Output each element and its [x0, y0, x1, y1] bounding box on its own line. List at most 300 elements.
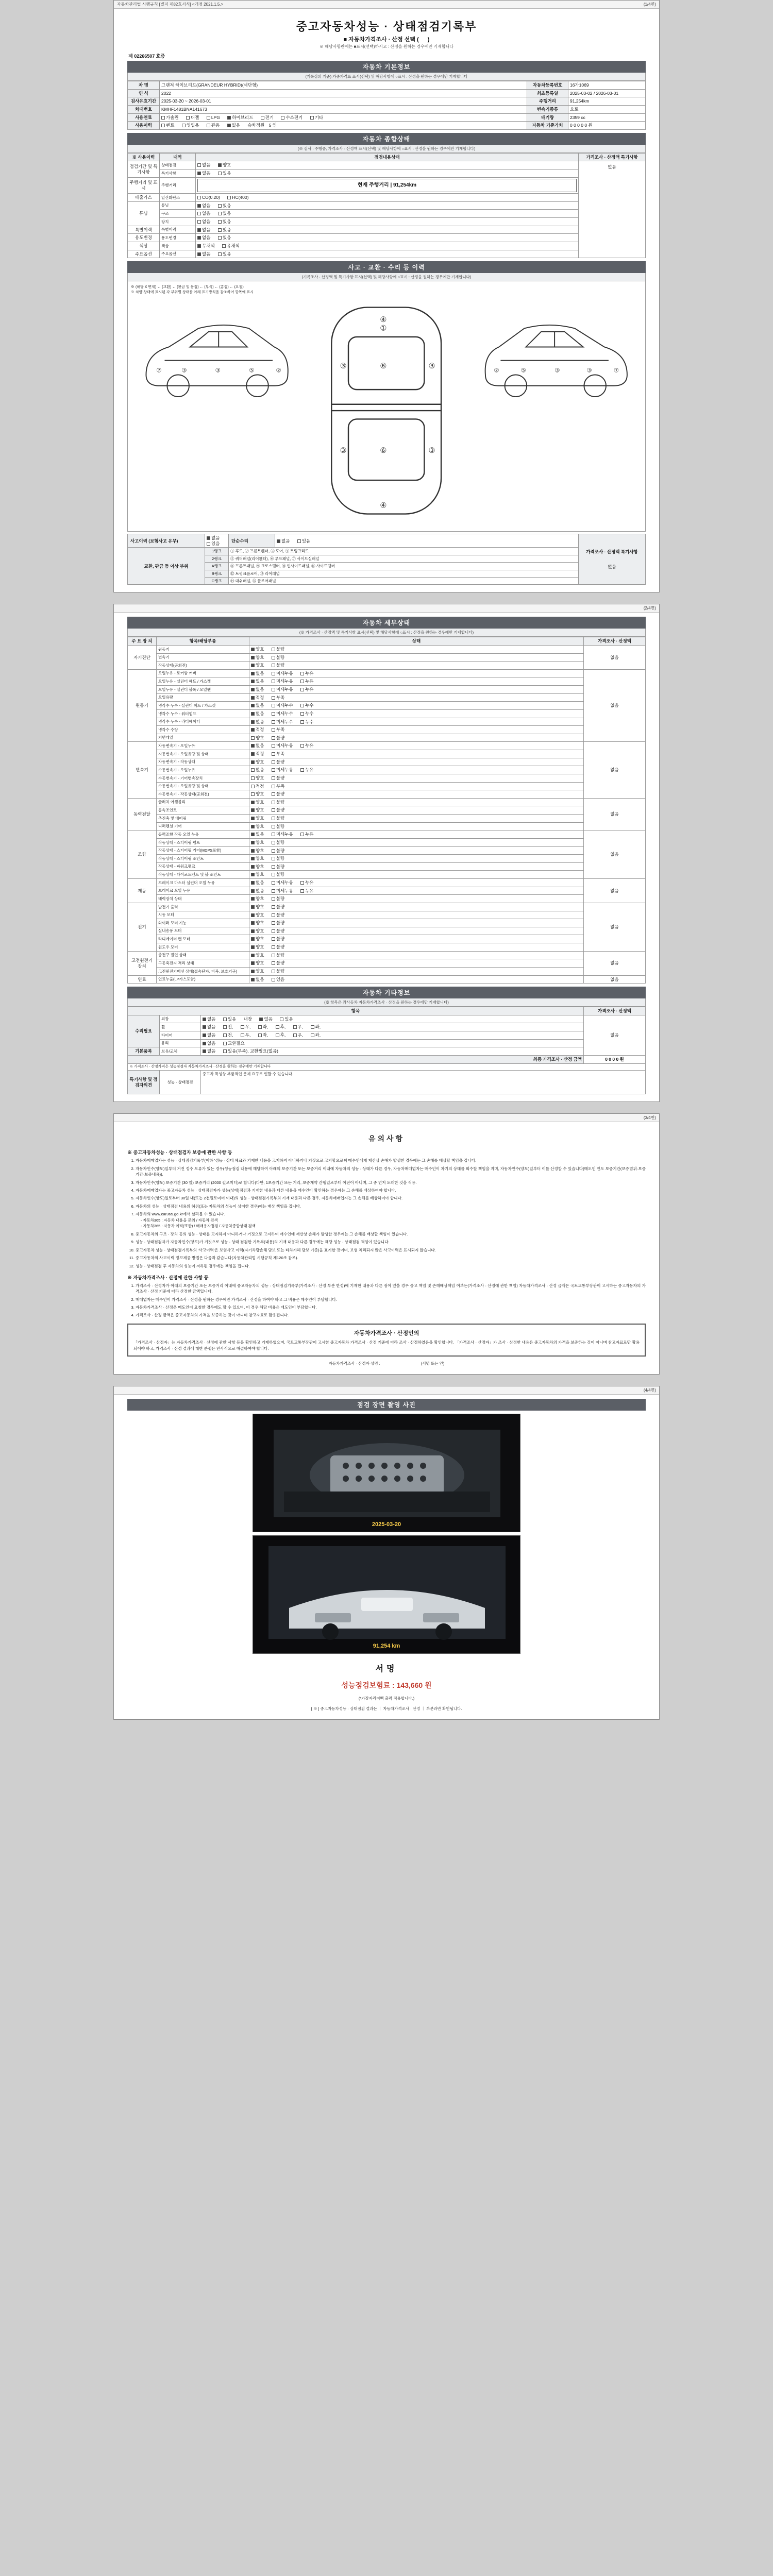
cb-opt[interactable]: 양호: [251, 944, 267, 950]
cb-opt[interactable]: 부족: [272, 727, 288, 733]
cb-opt[interactable]: 양호: [251, 791, 267, 797]
detail-item-2-4: 수동변속기 - 기어변속장치: [157, 774, 249, 782]
cb-opt[interactable]: 양호: [218, 162, 234, 168]
svg-text:⑥: ⑥: [380, 362, 387, 371]
cb-opt[interactable]: 불량: [272, 904, 288, 910]
row-label-base-value: 자동차 기준가치: [527, 122, 568, 130]
cb-opt[interactable]: 좌,: [311, 1032, 324, 1038]
cb-opt[interactable]: 미세누수: [272, 703, 296, 708]
cb-opt[interactable]: 적정: [251, 784, 267, 789]
rank-label-3: B랭크: [205, 570, 229, 577]
cb-opt[interactable]: 누수: [300, 719, 316, 725]
cb-opt[interactable]: 양호: [251, 824, 267, 829]
cb-opt[interactable]: 미세누유: [272, 888, 296, 894]
cb-opt[interactable]: 없음: [259, 1016, 275, 1022]
cb-opt[interactable]: 불량: [272, 912, 288, 918]
cb-opt[interactable]: 있음: [272, 977, 288, 982]
fuel-opt-5[interactable]: 수소전기: [281, 115, 306, 121]
cb-opt[interactable]: 불량: [272, 936, 288, 942]
table-row: [128, 718, 646, 726]
row-label-car-name: 차 명: [128, 81, 160, 90]
cb-opt[interactable]: 양호: [251, 807, 267, 813]
section-other-title: 자동차 기타정보: [127, 987, 646, 998]
cond-opts-4-0: [196, 226, 579, 234]
cb-opt[interactable]: 미세누유: [272, 679, 296, 684]
inspection-photo-2: [253, 1535, 520, 1654]
cb-opt[interactable]: 없음: [251, 888, 267, 894]
cb-opt[interactable]: 없음: [197, 162, 213, 168]
cond-price-col: 없음: [579, 161, 646, 258]
cb-opt[interactable]: 양호: [251, 816, 267, 821]
cb-opt[interactable]: 없음: [197, 203, 213, 209]
use-opt-3[interactable]: 없음: [227, 123, 243, 128]
detail-item-1-2: 오일누유 - 실린더 블록 / 오일팬: [157, 686, 249, 694]
detail-group-8: 연료: [128, 975, 157, 984]
cb-opt[interactable]: 있음: [218, 219, 234, 225]
cb-opt[interactable]: 미세누유: [272, 880, 296, 886]
detail-item-2-5: 수동변속기 - 오일유량 및 상태: [157, 782, 249, 790]
accident-label-0: 사고이력 (보험사고 유무): [128, 534, 205, 548]
cb-opt[interactable]: 있음: [223, 1016, 239, 1022]
detail-item-4-5: 작동상태 - 타이로드엔드 및 볼 조인트: [157, 871, 249, 879]
cb-opt[interactable]: 없음: [207, 535, 223, 541]
cb-opt[interactable]: 양호: [251, 655, 267, 660]
rank-label-0: 1랭크: [205, 548, 229, 555]
svg-text:③: ③: [586, 367, 592, 374]
remark-sub-label: 성능 · 상태점검: [160, 1071, 201, 1094]
seat-capacity: 승차정원 5 인: [247, 123, 277, 128]
cb-opt[interactable]: 불량: [272, 647, 288, 652]
table-row: [128, 662, 646, 670]
cb-opt[interactable]: 미세누유: [272, 767, 296, 773]
cb-opt[interactable]: 양호: [251, 960, 267, 966]
table-row: [128, 177, 646, 194]
cb-opt[interactable]: 좌,: [258, 1032, 272, 1038]
cb-opt[interactable]: 있음: [207, 541, 223, 547]
cb-opt[interactable]: 후,: [276, 1032, 289, 1038]
cond-opts-3-2: [196, 218, 579, 226]
table-row: [128, 887, 646, 895]
fuel-opt-1[interactable]: 디젤: [186, 115, 202, 121]
table-row: [128, 226, 646, 234]
detail-item-1-5: 냉각수 누수 - 워터펌프: [157, 709, 249, 718]
detail-group-4: 조향: [128, 831, 157, 879]
cb-opt[interactable]: 없음: [203, 1048, 219, 1054]
detail-opts-7-0: [249, 951, 584, 959]
cb-opt[interactable]: 불량: [272, 816, 288, 821]
table-row: [128, 1047, 646, 1056]
svg-text:⑦: ⑦: [613, 367, 619, 374]
cond-group-1: 주행거리 및 표시: [128, 177, 160, 194]
cb-opt[interactable]: 있음: [297, 538, 313, 544]
svg-text:④: ④: [380, 501, 387, 510]
cb-opt[interactable]: 없음: [203, 1041, 219, 1046]
cb-opt[interactable]: 불량: [272, 800, 288, 805]
spacer-left: [117, 1387, 118, 1393]
detail-opts-4-0: [249, 831, 584, 839]
col-detail: 내역: [160, 153, 196, 161]
pledge-box: [127, 1324, 646, 1357]
cb-opt[interactable]: 없음: [203, 1032, 219, 1038]
cb-opt[interactable]: 없음: [251, 687, 267, 692]
cb-opt[interactable]: 있음: [218, 203, 234, 209]
table-row: [128, 548, 646, 555]
cb-opt[interactable]: CO(0.20): [197, 195, 223, 200]
cb-opt[interactable]: 불량: [272, 655, 288, 660]
cb-opt[interactable]: 무채색: [197, 243, 218, 249]
cb-opt[interactable]: 없음: [251, 880, 267, 886]
cb-opt[interactable]: 양호: [251, 920, 267, 926]
rank-label-4: C랭크: [205, 577, 229, 584]
accident-history-table: [127, 534, 646, 585]
cb-opt[interactable]: 불량: [272, 791, 288, 797]
detail-opts-3-3: [249, 822, 584, 831]
detail-item-1-7: 냉각수 수량: [157, 726, 249, 734]
cb-opt[interactable]: 적정: [251, 695, 267, 701]
detail-opts-1-5: [249, 709, 584, 718]
cb-opt[interactable]: 없음: [251, 832, 267, 837]
photo-1-caption: 2025-03-20: [372, 1521, 401, 1528]
rank-text-2: ⑧ 프론트패널, ⑨ 크로스멤버, ⑩ 인사이드패널, ⑪ 사이드멤버: [229, 563, 579, 570]
table-header-row: [128, 637, 646, 646]
page-1-top-note: [114, 1, 659, 9]
cb-opt[interactable]: 누유: [300, 880, 316, 886]
cb-opt[interactable]: 불량: [272, 663, 288, 668]
detail-opts-0-0: [249, 645, 584, 653]
cb-opt[interactable]: 누유: [300, 832, 316, 837]
cb-opt[interactable]: 불량: [272, 759, 288, 765]
doc-number-label: 제 02266507: [128, 54, 155, 59]
col-detail-price: 가격조사 · 산정액: [584, 637, 646, 646]
cb-opt[interactable]: 불량: [272, 775, 288, 781]
cb-opt[interactable]: 불량: [272, 735, 288, 741]
cond-item-0-0: 상태점검: [160, 161, 196, 170]
cb-opt[interactable]: 적정: [251, 751, 267, 757]
detail-item-2-3: 수동변속기 - 오일누유: [157, 766, 249, 774]
cb-opt[interactable]: 누유: [300, 743, 316, 749]
row-value-car-name: 그랜져 하이브리드(GRANDEUR HYBRID)(세단형): [160, 81, 527, 90]
detail-item-7-0: 충전구 절연 상태: [157, 951, 249, 959]
row-value-displacement: 2359 cc: [568, 113, 646, 122]
cb-opt[interactable]: 있음: [218, 227, 234, 233]
basic-info-table: [127, 81, 646, 130]
cb-opt[interactable]: 후,: [276, 1024, 289, 1030]
cb-opt[interactable]: 양호: [251, 872, 267, 877]
cb-opt[interactable]: 없음: [197, 219, 213, 225]
cb-opt[interactable]: 미세누유: [272, 743, 296, 749]
detail-item-6-2: 와이퍼 모터 기능: [157, 919, 249, 927]
table-row: [128, 686, 646, 694]
table-row: [128, 570, 646, 577]
cb-opt[interactable]: 누유: [300, 687, 316, 692]
cb-opt[interactable]: 불량: [272, 953, 288, 958]
spacer-left: [117, 1115, 118, 1121]
cb-opt[interactable]: 불량: [272, 960, 288, 966]
cb-opt[interactable]: 양호: [251, 775, 267, 781]
row-value-use-history: [160, 122, 527, 130]
form-reference: 자동차관리법 시행규칙 [별지 제82호서식] <개정 2021.1.5.>: [117, 2, 224, 7]
detail-item-0-0: 원동기: [157, 645, 249, 653]
svg-text:③: ③: [215, 367, 221, 374]
table-row: [128, 750, 646, 758]
table-row: [128, 879, 646, 887]
cb-opt[interactable]: 양호: [251, 840, 267, 845]
inspection-fee: 성능점검보험료 : 143,660 원: [341, 1681, 432, 1690]
cb-opt[interactable]: 없음: [251, 719, 267, 725]
cb-opt[interactable]: 없음: [203, 1024, 219, 1030]
detail-item-1-4: 냉각수 누수 - 실린더 헤드 / 가스켓: [157, 702, 249, 710]
table-row: [128, 1063, 646, 1071]
cb-opt[interactable]: 불량: [272, 896, 288, 902]
detail-opts-6-4: [249, 935, 584, 943]
table-row: [128, 1031, 646, 1040]
cb-opt[interactable]: 불량: [272, 856, 288, 861]
table-row: [128, 218, 646, 226]
cb-opt[interactable]: 전,: [223, 1032, 237, 1038]
cb-opt[interactable]: 불량: [272, 840, 288, 845]
page-2: [113, 604, 660, 1102]
detail-item-3-0: 클러치 어셈블리: [157, 798, 249, 806]
cb-opt[interactable]: 미세누수: [272, 711, 296, 717]
cb-opt[interactable]: 불량: [272, 848, 288, 854]
table-row: [128, 242, 646, 250]
svg-text:③: ③: [428, 362, 435, 371]
fuel-opt-0[interactable]: 가솔린: [161, 115, 182, 121]
cb-opt[interactable]: 불량: [272, 944, 288, 950]
cb-opt[interactable]: 없음: [251, 711, 267, 717]
list-item: 4. 자동차매매업자는 중고자동차 성능 · 상태점검자가 성능(상태)점검과 기재한 내용과 다른 내용을 매수인이 확인하는 경우에는 그 손해를 배상하여야 합니다.: [136, 1188, 646, 1193]
cb-opt[interactable]: 없음: [197, 171, 213, 176]
detail-item-5-2: 배력장치 상태: [157, 895, 249, 903]
cb-opt[interactable]: 양호: [251, 928, 267, 934]
cb-opt[interactable]: 양호: [251, 848, 267, 854]
row-label-inspection: 검사유효기간: [128, 97, 160, 106]
car-top-view-icon: [302, 295, 470, 527]
list-item: 8. 중고자동차의 구조 · 장치 등의 성능 · 상태를 고지하지 아니하거나 거짓으로 고지하여 매수인에 재산상 손해가 발생한 경우에는 그 손해를 배상할 책임이 있습니다.: [136, 1231, 646, 1237]
table-row: [128, 911, 646, 919]
detail-item-1-8: 커먼레일: [157, 734, 249, 742]
row-value-inspection: 2025-03-20 ~ 2026-03-01: [160, 97, 527, 106]
cb-opt[interactable]: 없음: [277, 538, 293, 544]
detail-group-7: 고전원전기장치: [128, 951, 157, 975]
other-item-basic: 보유/교체: [160, 1047, 201, 1056]
cb-opt[interactable]: 양호: [251, 904, 267, 910]
cond-item-3-0: 튜닝: [160, 201, 196, 210]
section-accident-title: 사고 · 교환 · 수리 등 이력: [127, 261, 646, 273]
cb-opt[interactable]: 양호: [251, 663, 267, 668]
other-opts-glass: [201, 1039, 584, 1047]
cb-opt[interactable]: 없음: [251, 679, 267, 684]
cond-group-5: 용도변경: [128, 234, 160, 242]
svg-text:⑦: ⑦: [156, 367, 162, 374]
list-item: [136, 1211, 646, 1229]
cb-opt[interactable]: 불량: [272, 824, 288, 829]
cond-item-0-1: 특기사항: [160, 170, 196, 178]
table-row: [128, 1039, 646, 1047]
use-opt-1[interactable]: 영업용: [182, 123, 203, 128]
fuel-opt-3[interactable]: 하이브리드: [227, 115, 256, 121]
detail-opts-2-6: [249, 790, 584, 799]
row-label-vin: 차대번호: [128, 105, 160, 113]
cb-opt[interactable]: 있음: [218, 171, 234, 176]
cond-group-0: 점검기간 및 특기사항: [128, 161, 160, 177]
cb-opt[interactable]: 유채색: [222, 243, 243, 249]
page-mark-1: (1/4면): [643, 2, 656, 7]
cb-opt[interactable]: 불량: [272, 807, 288, 813]
cb-opt[interactable]: 불량: [272, 928, 288, 934]
other-opts-tire: [201, 1031, 584, 1040]
cb-opt[interactable]: 양호: [251, 969, 267, 974]
cb-opt[interactable]: 없음: [251, 703, 267, 708]
cb-opt[interactable]: 교환필요: [223, 1041, 248, 1046]
mileage-cell: [196, 177, 579, 194]
table-row: [128, 194, 646, 202]
cb-opt[interactable]: 미세누유: [272, 671, 296, 676]
list-item: 6. 자동차의 성능 · 상태점검 내용의 허위(또는 자동차의 성능이 상이한 경우)에는 배상 책임을 집니다.: [136, 1204, 646, 1209]
cb-opt[interactable]: 부족: [272, 695, 288, 701]
list-item: 5. 자동차인수(양도)일로부터 30일 내(또는 2천킬로미터 이내)의 성능 · 상태점검기록부의 기재 내용과 다른 경우, 자동차매매업자는 그 손해를 배상하여야 합니다.: [136, 1195, 646, 1201]
cb-opt[interactable]: 없음: [203, 1016, 219, 1022]
cb-opt[interactable]: 없음: [197, 211, 213, 216]
cb-opt[interactable]: 부족: [272, 751, 288, 757]
row-value-plate: 16가1069: [568, 81, 646, 90]
use-opt-0[interactable]: 렌트: [161, 123, 177, 128]
col-main-device: 주 요 장 치: [128, 637, 157, 646]
cb-opt[interactable]: 부족: [272, 784, 288, 789]
detail-opts-1-6: [249, 718, 584, 726]
other-price: 없음: [584, 1015, 646, 1055]
cb-opt[interactable]: 있음(부족), 교환필요(없음): [223, 1048, 281, 1054]
cb-opt[interactable]: 우,: [293, 1032, 307, 1038]
cond-group-3: 튜닝: [128, 201, 160, 226]
cb-opt[interactable]: 있음: [218, 235, 234, 241]
cond-group-2: 배출가스: [128, 194, 160, 202]
page-4-footer-1: (*가장자리여백 출력 적용합니다.): [358, 1696, 415, 1701]
diagram-legend-1: ※ (해당 X 면제) ← (교환) ← (판금 및 용접) ← (부식) ← (흠집) ← (요철): [131, 285, 244, 290]
section-basic-title: 자동차 기본정보: [127, 61, 646, 73]
cb-opt[interactable]: 없음: [251, 977, 267, 982]
cb-opt[interactable]: 없음: [197, 235, 213, 241]
detail-item-8-0: 연료누출(LP가스포함): [157, 975, 249, 984]
cb-opt[interactable]: 있음: [218, 211, 234, 216]
cb-opt[interactable]: 누유: [300, 671, 316, 676]
rank-text-4: ⑭ 대쉬패널, ⑮ 플로어패널: [229, 577, 579, 584]
detail-item-4-0: 동력조향 작동 오일 누유: [157, 831, 249, 839]
other-opts-basic: [201, 1047, 584, 1056]
cb-opt[interactable]: 좌,: [258, 1024, 272, 1030]
car-diagram-left: [131, 295, 299, 423]
cond-item-7-0: 주요옵션: [160, 250, 196, 258]
cb-opt[interactable]: 양호: [251, 953, 267, 958]
cb-opt[interactable]: 양호: [251, 936, 267, 942]
table-row: [128, 122, 646, 130]
cb-opt[interactable]: 우,: [293, 1024, 307, 1030]
table-row: [128, 105, 646, 113]
total-note: ※ 가격조사 · 산정가격은 성능점검자 자동차가격조사 · 산정을 원하는 경우에만 기재합니다: [128, 1063, 646, 1071]
cb-opt[interactable]: 없음: [197, 251, 213, 257]
cb-opt[interactable]: 양호: [251, 735, 267, 741]
cond-opts-5-0: [196, 234, 579, 242]
cb-opt[interactable]: 우,: [241, 1032, 254, 1038]
detail-opts-6-2: [249, 919, 584, 927]
cb-opt[interactable]: 있음: [218, 251, 234, 257]
cb-opt[interactable]: 불량: [272, 920, 288, 926]
detail-item-6-3: 실내송풍 모터: [157, 927, 249, 935]
cb-opt[interactable]: HC(400): [227, 195, 251, 200]
table-row: [128, 871, 646, 879]
cb-opt[interactable]: 양호: [251, 896, 267, 902]
detail-opts-3-2: [249, 815, 584, 823]
cb-opt[interactable]: 양호: [251, 800, 267, 805]
cb-opt[interactable]: 미세누유: [272, 687, 296, 692]
other-item-wheel: 휠: [160, 1023, 201, 1031]
cb-opt[interactable]: 좌,: [311, 1024, 324, 1030]
cb-opt[interactable]: 양호: [251, 856, 267, 861]
table-row: [128, 234, 646, 242]
detail-item-3-3: 디퍼렌셜 기어: [157, 822, 249, 831]
svg-text:②: ②: [493, 367, 499, 374]
cb-opt[interactable]: 없음: [197, 227, 213, 233]
cb-opt[interactable]: 미세누유: [272, 832, 296, 837]
cond-opts-0-1: [196, 170, 579, 178]
cb-opt[interactable]: 양호: [251, 864, 267, 870]
page-3-top-note: [114, 1114, 659, 1122]
fuel-opt-2[interactable]: LPG: [207, 115, 223, 121]
cb-opt[interactable]: 미세누수: [272, 719, 296, 725]
list-item: 11. 중고자동차의 사고이력 정보제공 방법은 다음과 같습니다(자동차관리법 시행규칙 제120조 참조).: [136, 1255, 646, 1261]
cb-opt[interactable]: 양호: [251, 912, 267, 918]
cb-opt[interactable]: 전,: [223, 1024, 237, 1030]
cb-opt[interactable]: 누유: [300, 679, 316, 684]
cb-opt[interactable]: 없음: [251, 767, 267, 773]
cb-opt[interactable]: 양호: [251, 647, 267, 652]
cb-opt[interactable]: 불량: [272, 864, 288, 870]
fuel-opt-4[interactable]: 전기: [261, 115, 277, 121]
cb-opt[interactable]: 불량: [272, 969, 288, 974]
cb-opt[interactable]: 누유: [300, 888, 316, 894]
cb-opt[interactable]: 우,: [241, 1024, 254, 1030]
cond-item-2-0: 일산화탄소: [160, 194, 196, 202]
detail-price-4: 없음: [584, 831, 646, 879]
detail-opts-1-2: [249, 686, 584, 694]
cb-opt[interactable]: 누수: [300, 703, 316, 708]
use-opt-2[interactable]: 관용: [207, 123, 223, 128]
cb-opt[interactable]: 적정: [251, 727, 267, 733]
cb-opt[interactable]: 누유: [300, 767, 316, 773]
row-label-mileage: 주행거리: [527, 97, 568, 106]
cb-opt[interactable]: 있음: [280, 1016, 296, 1022]
cb-opt[interactable]: 누수: [300, 711, 316, 717]
row-label-fuel: 사용연료: [128, 113, 160, 122]
table-row: [128, 81, 646, 90]
fuel-opt-6[interactable]: 기타: [310, 115, 326, 121]
cb-opt[interactable]: 불량: [272, 872, 288, 877]
detail-item-6-0: 발전기 출력: [157, 903, 249, 911]
photo-2-caption: 91,254 km: [373, 1643, 400, 1650]
remark-text[interactable]: 중고차 특성상 부품적인 문제 요구로 인할 수 있습니다.: [201, 1071, 646, 1094]
cb-opt[interactable]: 없음: [251, 671, 267, 676]
table-header-row: [128, 1007, 646, 1015]
detail-state-table: [127, 637, 646, 984]
page-4: [113, 1386, 660, 1720]
detail-opts-7-2: [249, 967, 584, 975]
cb-opt[interactable]: 양호: [251, 759, 267, 765]
cb-opt[interactable]: 없음: [251, 743, 267, 749]
table-row: [128, 919, 646, 927]
section-condition-note: (※ 검사 : 주행중, 가격조사 · 산정액 표시(선택) 및 해당사항에 ○표시 : 산정을 원하는 경우에만 기재합니다): [127, 145, 646, 153]
page-subtitle-note: ※ 해당사항란에는 ■표시(선택)하시고 : 산정을 원하는 경우에만 기재합니다: [319, 44, 454, 49]
table-row: [128, 774, 646, 782]
